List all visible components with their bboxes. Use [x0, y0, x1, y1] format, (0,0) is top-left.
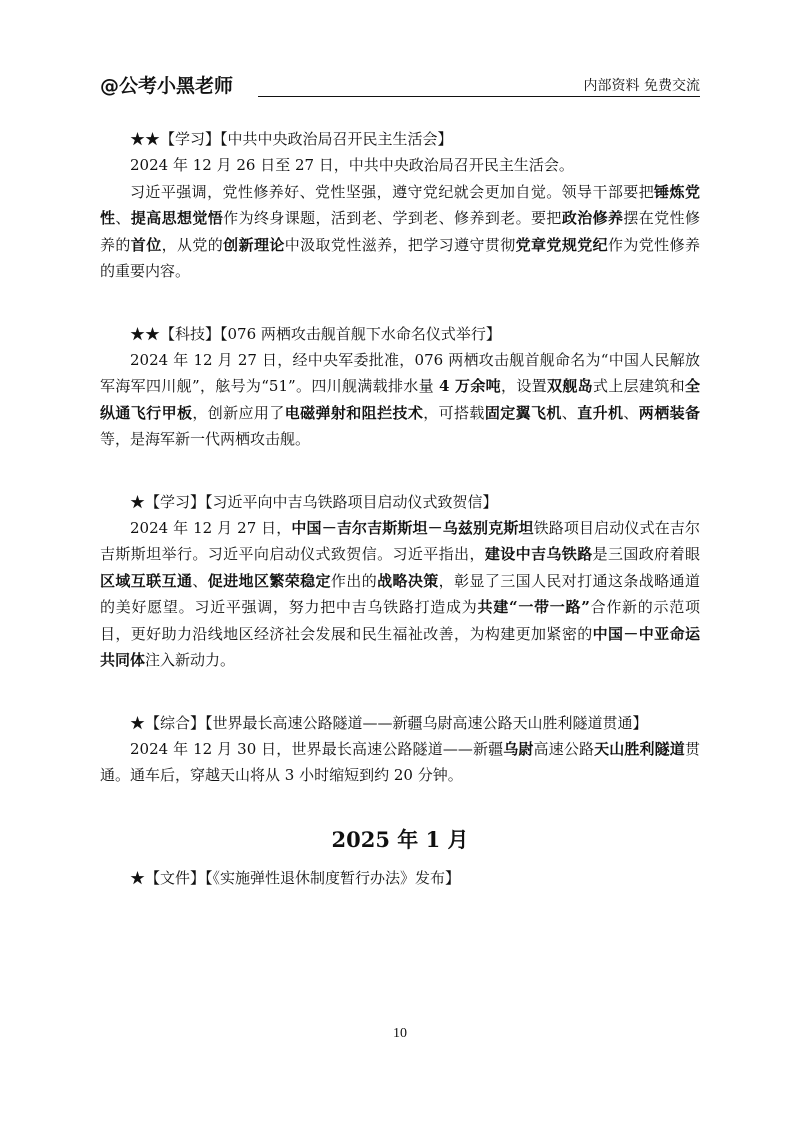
- emphasis-text: 促进地区繁荣稳定: [207, 571, 331, 590]
- body-text: ，可搭载: [423, 403, 485, 422]
- month-heading: 2025 年 1 月: [331, 826, 469, 852]
- news-item: [100, 126, 700, 285]
- header-note: 内部资料 免费交流: [578, 77, 700, 95]
- emphasis-text: 创新理论: [223, 235, 285, 254]
- news-items: [100, 126, 700, 789]
- emphasis-text: 4 万余吨: [439, 377, 502, 395]
- body-text: 、: [561, 403, 578, 422]
- emphasis-text: 战略决策: [377, 571, 439, 590]
- body-text: 高速公路: [533, 739, 595, 758]
- news-item-title: ★★【科技】【076 两栖攻击舰首舰下水命名仪式举行】: [130, 324, 501, 343]
- emphasis-text: 中国－吉尔吉斯斯坦－乌兹别克斯坦: [291, 518, 534, 537]
- body-text: 贯通。通车后，穿越天山将从 3 小时缩短到约 20 分钟。: [100, 739, 700, 784]
- body-text: 、: [623, 403, 639, 422]
- news-paragraph: [100, 515, 700, 674]
- news-paragraph: [100, 152, 700, 179]
- emphasis-text: 首位: [130, 235, 162, 254]
- emphasis-text: 建设中吉乌铁路: [484, 545, 593, 563]
- body-text: 2024 年 12 月 30 日，世界最长高速公路隧道——新疆: [130, 739, 504, 758]
- body-text: 铁路项目启动仪式在吉尔吉斯斯坦举行。习近平向启动仪式致贺信。习近平指出，: [100, 518, 700, 563]
- news-paragraph: [100, 347, 700, 453]
- body-text: 作为党性修养的重要内容。: [100, 235, 700, 280]
- news-item-title: ★【学习】【习近平向中吉乌铁路项目启动仪式致贺信】: [130, 492, 498, 511]
- body-text: 等，是海军新一代两栖攻击舰。: [100, 430, 311, 448]
- body-text: 摆在党性修养的: [100, 209, 700, 254]
- body-text: ，从党的: [161, 235, 224, 254]
- body-text: 合作新的示范项目，更好助力沿线地区经济社会发展和民生福祉改善，为构建更加紧密的: [100, 598, 700, 643]
- body-text: 2024 年 12 月 26 日至 27 日，中共中央政治局召开民主生活会。: [130, 156, 574, 174]
- emphasis-text: 区域互联互通: [100, 571, 193, 590]
- emphasis-text: 固定翼飞机: [484, 403, 562, 422]
- emphasis-text: 直升机: [577, 403, 624, 422]
- news-item-title: ★★【学习】【中共中央政治局召开民主生活会】: [130, 130, 453, 148]
- brand-label: @公考小黑老师: [100, 75, 234, 97]
- emphasis-text: 共建“一带一路”: [477, 598, 590, 616]
- body-text: ，彰显了三国人民对打通这条战略通道的美好愿望。习近平强调，努力把中吉乌铁路打造成为: [100, 571, 700, 616]
- body-text: 是三国政府着眼: [592, 545, 700, 563]
- emphasis-text: 中国－中亚命运共同体: [100, 624, 700, 669]
- news-item: [100, 710, 700, 789]
- news-paragraph: [100, 179, 700, 285]
- main-content: [100, 126, 700, 891]
- page-number: 10: [393, 1026, 407, 1041]
- header-rule: [258, 96, 700, 97]
- news-paragraph: [100, 736, 700, 789]
- body-text: 、: [115, 209, 131, 227]
- emphasis-text: 提高思想觉悟: [130, 209, 224, 227]
- body-text: 作出的: [330, 571, 378, 590]
- emphasis-text: 党章党规党纪: [515, 235, 608, 254]
- emphasis-text: 全纵通飞行甲板: [100, 377, 700, 422]
- emphasis-text: 锤炼党性: [100, 182, 700, 227]
- body-text: 习近平强调，党性修养好、党性坚强，遵守党纪就会更加自觉。领导干部要把: [130, 182, 655, 201]
- emphasis-text: 天山胜利隧道: [594, 739, 685, 758]
- body-text: 中汲取党性滋养，把学习遵守贯彻: [284, 235, 516, 254]
- emphasis-text: 政治修养: [561, 209, 624, 227]
- emphasis-text: 双舰岛: [547, 377, 593, 395]
- body-text: 注入新动力。: [145, 651, 236, 669]
- news-item-title: ★【综合】【世界最长高速公路隧道——新疆乌尉高速公路天山胜利隧道贯通】: [130, 713, 648, 732]
- page-header: [100, 74, 700, 104]
- body-text: ，设置: [501, 377, 547, 395]
- news-item: [100, 489, 700, 674]
- body-text: 作为终身课题，活到老、学到老、修养到老。要把: [223, 209, 562, 227]
- body-text: 、: [192, 571, 208, 590]
- emphasis-text: 两栖装备: [638, 403, 700, 422]
- body-text: 2024 年 12 月 27 日，: [130, 518, 292, 537]
- body-text: 2024 年 12 月 27 日，经中央军委批准，076 两栖攻击舰首舰命名为“中国人民解放军海军四川舰”，舷号为“51”。四川舰满载排水量: [100, 350, 700, 395]
- news-item: [100, 321, 700, 453]
- body-text: 式上层建筑和: [592, 377, 685, 395]
- news-item-title: ★【文件】【《实施弹性退休制度暂行办法》发布】: [130, 868, 461, 887]
- emphasis-text: 电磁弹射和阻拦技术: [284, 403, 424, 422]
- emphasis-text: 乌尉: [503, 739, 534, 758]
- body-text: ，创新应用了: [192, 403, 285, 422]
